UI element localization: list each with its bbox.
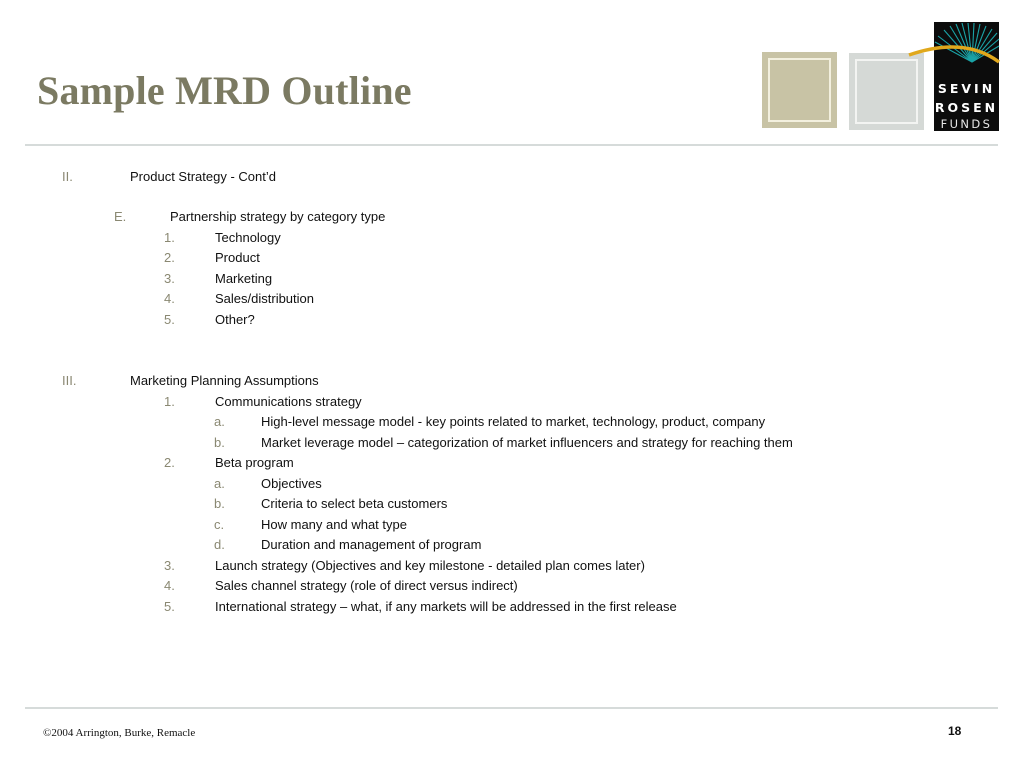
outline-marker: E. xyxy=(114,209,127,224)
outline-item-level-0 xyxy=(0,169,1024,185)
outline-text: High-level message model - key points related to market, technology, product, company xyxy=(261,414,766,429)
outline-text: Marketing xyxy=(215,271,273,286)
outline-item-level-2 xyxy=(0,455,1024,471)
outline-marker: 2. xyxy=(164,250,175,265)
outline-item-level-2 xyxy=(0,558,1024,574)
outline-item-level-2 xyxy=(0,578,1024,594)
outline-marker: 3. xyxy=(164,558,175,573)
logo-text-rosen: ROSEN xyxy=(934,100,999,115)
outline-marker: a. xyxy=(214,476,225,491)
outline-marker: 3. xyxy=(164,271,175,286)
outline-text: Marketing Planning Assumptions xyxy=(130,373,319,388)
outline-marker: III. xyxy=(62,373,77,388)
logo-text-funds: FUNDS xyxy=(940,117,993,131)
outline-marker: d. xyxy=(214,537,225,552)
copyright-footer: ©2004 Arrington, Burke, Remacle xyxy=(43,727,196,739)
outline-marker: c. xyxy=(214,517,225,532)
outline-marker: 4. xyxy=(164,578,175,593)
outline-item-level-1 xyxy=(0,209,1024,225)
outline-item-level-2 xyxy=(0,312,1024,328)
outline-item-level-3 xyxy=(0,476,1024,492)
outline-text: Sales channel strategy (role of direct versus indirect) xyxy=(215,578,518,593)
outline-marker: b. xyxy=(214,435,225,450)
outline-text: Criteria to select beta customers xyxy=(261,496,448,511)
outline-text: Technology xyxy=(215,230,281,245)
outline-text: Sales/distribution xyxy=(215,291,314,306)
outline-item-level-3 xyxy=(0,517,1024,533)
outline-text: Launch strategy (Objectives and key milestone - detailed plan comes later) xyxy=(215,558,645,573)
outline-text: How many and what type xyxy=(261,517,407,532)
outline-item-level-2 xyxy=(0,230,1024,246)
slide-title: Sample MRD Outline xyxy=(37,68,412,113)
outline-text: Product Strategy - Cont’d xyxy=(130,169,276,184)
outline-item-level-2 xyxy=(0,599,1024,615)
outline-marker: b. xyxy=(214,496,225,511)
outline-text: Objectives xyxy=(261,476,322,491)
outline-marker: 5. xyxy=(164,599,175,614)
outline-text: Duration and management of program xyxy=(261,537,482,552)
outline-item-level-3 xyxy=(0,435,1024,451)
outline-marker: 5. xyxy=(164,312,175,327)
outline-text: Product xyxy=(215,250,260,265)
outline-item-level-2 xyxy=(0,394,1024,410)
outline-marker: 1. xyxy=(164,230,175,245)
outline-marker: II. xyxy=(62,169,73,184)
outline-text: International strategy – what, if any markets will be addressed in the first release xyxy=(215,599,677,614)
page-number: 18 xyxy=(948,724,962,738)
outline-marker: 2. xyxy=(164,455,175,470)
outline-text: Market leverage model – categorization of market influencers and strategy for reaching them xyxy=(261,435,793,450)
outline-text: Partnership strategy by category type xyxy=(170,209,386,224)
outline-item-level-2 xyxy=(0,250,1024,266)
outline-marker: 1. xyxy=(164,394,175,409)
outline-item-level-2 xyxy=(0,291,1024,307)
outline-text: Communications strategy xyxy=(215,394,362,409)
outline-marker: 4. xyxy=(164,291,175,306)
outline-text: Beta program xyxy=(215,455,294,470)
footer-divider xyxy=(25,707,998,709)
outline-item-level-0 xyxy=(0,373,1024,389)
outline-item-level-2 xyxy=(0,271,1024,287)
logo-text-sevin: SEVIN xyxy=(937,81,996,96)
outline-item-level-3 xyxy=(0,496,1024,512)
outline-item-level-3 xyxy=(0,537,1024,553)
outline-marker: a. xyxy=(214,414,225,429)
outline-text: Other? xyxy=(215,312,255,327)
outline-item-level-3 xyxy=(0,414,1024,430)
